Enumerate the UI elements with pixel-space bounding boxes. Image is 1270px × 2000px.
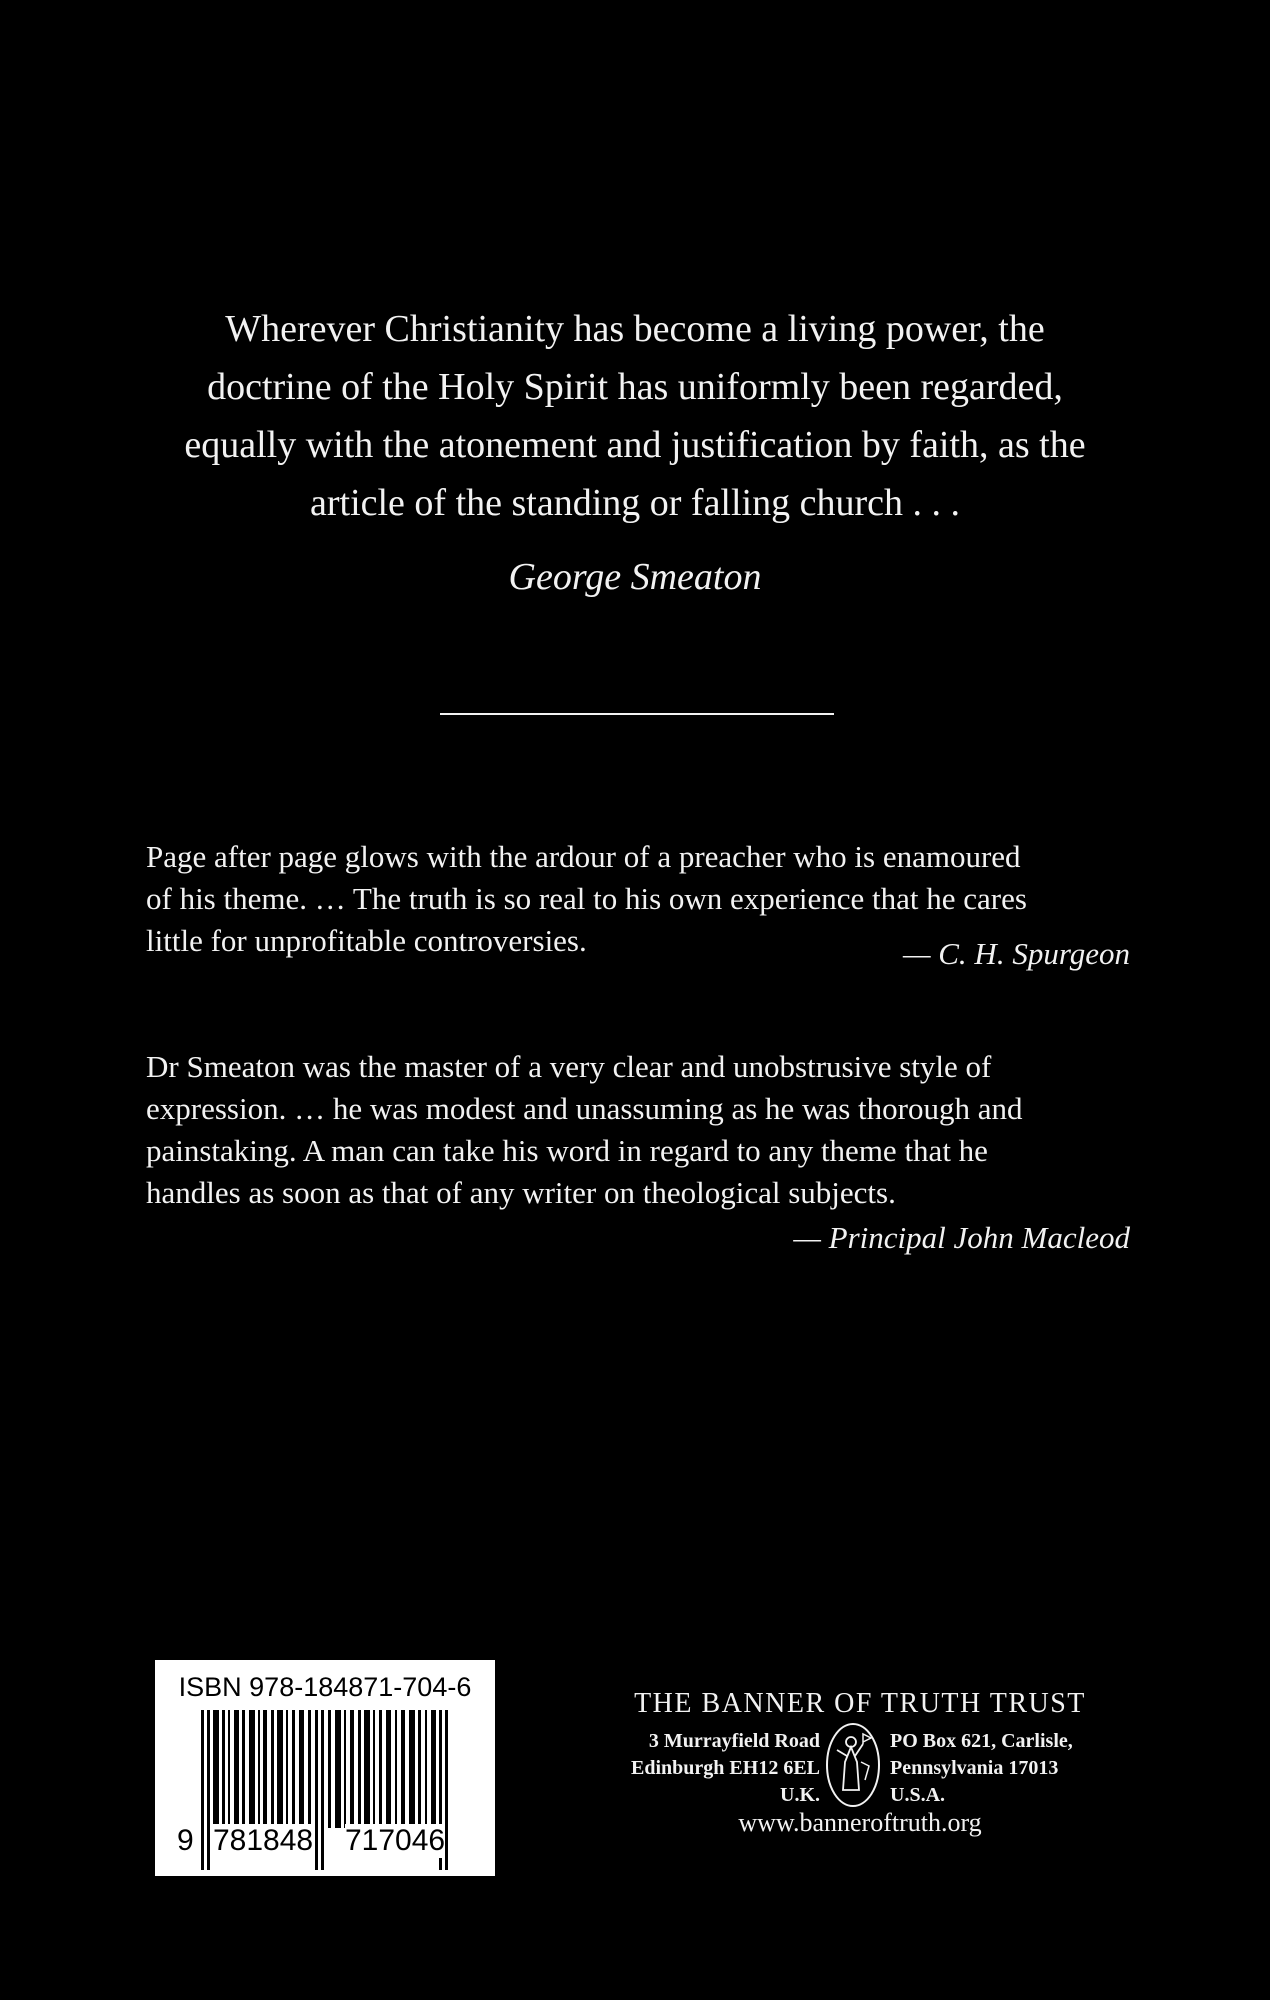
main-quote-line: article of the standing or falling church . . .	[309, 482, 960, 524]
publisher-website[interactable]: www.banneroftruth.org	[738, 1808, 982, 1837]
barcode-digits-right: 717046	[345, 1824, 446, 1857]
review-line: expression. … he was modest and unassuming as he was thorough and	[146, 1091, 1023, 1126]
review-attribution-spurgeon: — C. H. Spurgeon	[902, 936, 1130, 971]
main-quote-line: doctrine of the Holy Spirit has uniformly been regarded,	[207, 366, 1063, 408]
review-line: Page after page glows with the ardour of a preacher who is enamoured	[146, 839, 1021, 874]
review-line: of his theme. … The truth is so real to his own experience that he cares	[146, 881, 1027, 916]
publisher-name: THE BANNER OF TRUTH TRUST	[634, 1688, 1086, 1719]
address-line: 3 Murrayfield Road	[648, 1730, 820, 1752]
address-line: U.K.	[780, 1784, 820, 1806]
review-line: little for unprofitable controversies.	[146, 923, 587, 958]
banner-figure-icon	[825, 1722, 881, 1808]
review-line: Dr Smeaton was the master of a very clear and unobstrusive style of	[146, 1049, 992, 1084]
main-quote-line: Wherever Christianity has become a living power, the	[225, 308, 1045, 350]
isbn-number: ISBN 978-184871-704-6	[178, 1672, 472, 1702]
review-quote-macleod	[146, 1046, 1131, 1214]
address-line: Edinburgh EH12 6EL	[631, 1757, 820, 1779]
address-line: U.S.A.	[890, 1784, 946, 1806]
barcode-digit-first: 9	[177, 1824, 194, 1857]
barcode-digits-left: 781848	[213, 1824, 314, 1857]
address-line: PO Box 621, Carlisle,	[890, 1730, 1073, 1752]
us-address	[890, 1728, 1130, 1809]
isbn-barcode	[155, 1660, 495, 1876]
uk-address	[590, 1728, 820, 1809]
main-quote-line: equally with the atonement and justification by faith, as the	[184, 424, 1086, 466]
address-line: Pennsylvania 17013	[890, 1757, 1059, 1779]
review-line: handles as soon as that of any writer on theological subjects.	[146, 1175, 896, 1210]
main-quote-attribution: George Smeaton	[508, 556, 762, 598]
divider-rule	[440, 713, 834, 715]
review-line: painstaking. A man can take his word in regard to any theme that he	[146, 1133, 988, 1168]
review-attribution-macleod: — Principal John Macleod	[793, 1220, 1130, 1255]
main-quote	[120, 300, 1150, 532]
